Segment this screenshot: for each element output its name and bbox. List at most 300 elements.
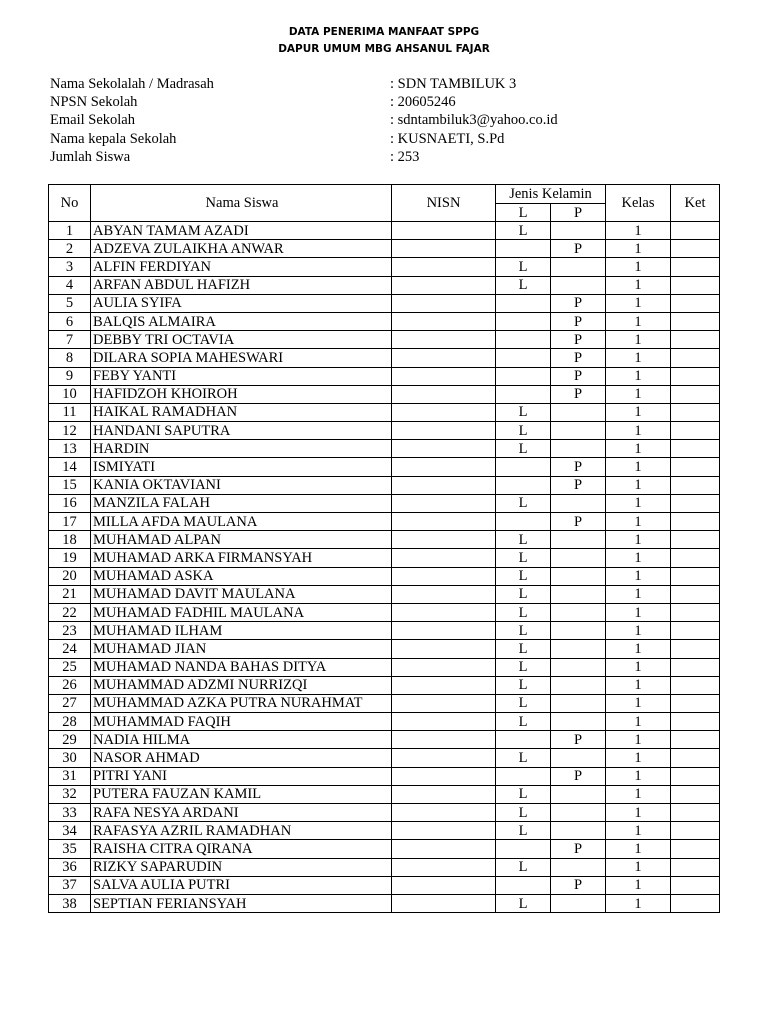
cell-name: RAFA NESYA ARDANI [91,804,392,822]
cell-gender-l: L [496,785,551,803]
cell-gender-p: P [551,876,606,894]
cell-gender-p: P [551,476,606,494]
info-label: Email Sekolah [50,112,135,129]
cell-kelas: 1 [606,222,671,240]
info-row [50,131,730,149]
cell-no: 14 [49,458,91,476]
cell-kelas: 1 [606,731,671,749]
cell-ket [671,567,720,585]
cell-kelas: 1 [606,385,671,403]
cell-name: HARDIN [91,440,392,458]
cell-no: 16 [49,494,91,512]
cell-kelas: 1 [606,367,671,385]
cell-ket [671,822,720,840]
cell-ket [671,367,720,385]
table-row [49,294,720,312]
cell-no: 6 [49,312,91,330]
cell-gender-p [551,440,606,458]
cell-gender-p [551,640,606,658]
cell-gender-p [551,403,606,421]
cell-kelas: 1 [606,294,671,312]
cell-gender-l [496,767,551,785]
cell-no: 26 [49,676,91,694]
cell-no: 34 [49,822,91,840]
cell-ket [671,494,720,512]
cell-name: DILARA SOPIA MAHESWARI [91,349,392,367]
cell-nisn [392,349,496,367]
cell-kelas: 1 [606,749,671,767]
table-row [49,749,720,767]
cell-kelas: 1 [606,713,671,731]
cell-no: 27 [49,694,91,712]
cell-name: HAFIDZOH KHOIROH [91,385,392,403]
cell-gender-l: L [496,713,551,731]
cell-nisn [392,513,496,531]
cell-kelas: 1 [606,767,671,785]
cell-ket [671,513,720,531]
table-row [49,531,720,549]
cell-name: MUHAMAD FADHIL MAULANA [91,603,392,621]
header-kelas: Kelas [606,185,671,222]
cell-gender-l: L [496,549,551,567]
cell-kelas: 1 [606,567,671,585]
cell-name: MUHAMMAD ADZMI NURRIZQI [91,676,392,694]
cell-name: MUHAMAD DAVIT MAULANA [91,585,392,603]
table-row [49,640,720,658]
info-label: NPSN Sekolah [50,94,138,111]
cell-no: 11 [49,403,91,421]
info-row [50,94,730,112]
cell-ket [671,622,720,640]
cell-no: 13 [49,440,91,458]
cell-kelas: 1 [606,858,671,876]
cell-name: MUHAMAD JIAN [91,640,392,658]
cell-nisn [392,458,496,476]
cell-gender-p: P [551,331,606,349]
cell-ket [671,767,720,785]
cell-gender-p: P [551,240,606,258]
cell-no: 38 [49,894,91,912]
cell-name: RAISHA CITRA QIRANA [91,840,392,858]
cell-nisn [392,840,496,858]
cell-no: 17 [49,513,91,531]
cell-nisn [392,640,496,658]
school-info [50,76,730,167]
cell-gender-l: L [496,585,551,603]
table-row [49,458,720,476]
cell-nisn [392,676,496,694]
cell-kelas: 1 [606,603,671,621]
cell-no: 20 [49,567,91,585]
cell-gender-p [551,676,606,694]
cell-ket [671,440,720,458]
cell-gender-l [496,331,551,349]
table-row [49,440,720,458]
cell-nisn [392,585,496,603]
table-row [49,767,720,785]
cell-gender-p [551,894,606,912]
cell-no: 24 [49,640,91,658]
cell-gender-p [551,222,606,240]
cell-ket [671,804,720,822]
table-row [49,403,720,421]
document-subtitle: DAPUR UMUM MBG AHSANUL FAJAR [278,43,490,55]
cell-nisn [392,531,496,549]
cell-name: ADZEVA ZULAIKHA ANWAR [91,240,392,258]
cell-nisn [392,258,496,276]
cell-kelas: 1 [606,876,671,894]
table-row [49,731,720,749]
cell-gender-l [496,367,551,385]
cell-no: 7 [49,331,91,349]
cell-nisn [392,403,496,421]
cell-name: MUHAMMAD AZKA PUTRA NURAHMAT [91,694,392,712]
cell-name: ALFIN FERDIYAN [91,258,392,276]
cell-gender-l [496,312,551,330]
cell-ket [671,312,720,330]
table-row [49,549,720,567]
cell-nisn [392,494,496,512]
cell-gender-p: P [551,367,606,385]
cell-ket [671,331,720,349]
cell-nisn [392,767,496,785]
cell-gender-l: L [496,531,551,549]
table-row [49,331,720,349]
cell-ket [671,640,720,658]
info-label: Jumlah Siswa [50,148,131,165]
cell-nisn [392,567,496,585]
cell-name: ABYAN TAMAM AZADI [91,222,392,240]
table-row [49,676,720,694]
cell-ket [671,676,720,694]
cell-no: 10 [49,385,91,403]
cell-gender-l [496,731,551,749]
table-row [49,713,720,731]
cell-gender-p [551,785,606,803]
cell-nisn [392,549,496,567]
cell-nisn [392,422,496,440]
info-label: Nama Sekolalah / Madrasah [50,76,214,92]
cell-no: 12 [49,422,91,440]
cell-no: 36 [49,858,91,876]
cell-ket [671,258,720,276]
cell-gender-l [496,840,551,858]
cell-no: 33 [49,804,91,822]
cell-no: 2 [49,240,91,258]
table-row [49,894,720,912]
cell-gender-l: L [496,403,551,421]
cell-ket [671,240,720,258]
cell-no: 25 [49,658,91,676]
cell-kelas: 1 [606,640,671,658]
cell-name: BALQIS ALMAIRA [91,312,392,330]
cell-ket [671,585,720,603]
cell-gender-p [551,622,606,640]
cell-gender-p [551,494,606,512]
cell-name: PITRI YANI [91,767,392,785]
cell-name: MUHAMAD NANDA BAHAS DITYA [91,658,392,676]
cell-gender-l [496,294,551,312]
cell-gender-p [551,694,606,712]
cell-ket [671,531,720,549]
info-row [50,112,730,130]
cell-nisn [392,749,496,767]
cell-nisn [392,385,496,403]
cell-nisn [392,476,496,494]
cell-no: 30 [49,749,91,767]
table-row [49,349,720,367]
info-value: : 20605246 [390,94,456,111]
table-row [49,312,720,330]
cell-kelas: 1 [606,458,671,476]
cell-ket [671,858,720,876]
cell-kelas: 1 [606,531,671,549]
cell-kelas: 1 [606,240,671,258]
cell-gender-l [496,349,551,367]
cell-name: ARFAN ABDUL HAFIZH [91,276,392,294]
cell-gender-p [551,422,606,440]
cell-no: 1 [49,222,91,240]
cell-nisn [392,312,496,330]
cell-gender-l: L [496,694,551,712]
cell-ket [671,294,720,312]
cell-ket [671,403,720,421]
cell-name: KANIA OKTAVIANI [91,476,392,494]
cell-gender-p [551,585,606,603]
cell-kelas: 1 [606,276,671,294]
cell-gender-l: L [496,622,551,640]
document-title: DATA PENERIMA MANFAAT SPPG [288,26,480,38]
cell-gender-l: L [496,676,551,694]
table-row [49,804,720,822]
cell-gender-l: L [496,440,551,458]
cell-name: MILLA AFDA MAULANA [91,513,392,531]
cell-gender-l: L [496,858,551,876]
cell-ket [671,658,720,676]
cell-gender-p [551,749,606,767]
cell-ket [671,549,720,567]
table-row [49,622,720,640]
cell-no: 3 [49,258,91,276]
cell-gender-p [551,531,606,549]
cell-nisn [392,731,496,749]
table-row [49,694,720,712]
info-label: Nama kepala Sekolah [50,130,177,147]
cell-gender-l: L [496,276,551,294]
header-nisn: NISN [392,185,496,222]
cell-gender-l: L [496,822,551,840]
cell-ket [671,422,720,440]
cell-no: 29 [49,731,91,749]
cell-name: HAIKAL RAMADHAN [91,403,392,421]
cell-kelas: 1 [606,822,671,840]
cell-kelas: 1 [606,658,671,676]
cell-ket [671,749,720,767]
cell-ket [671,458,720,476]
cell-gender-l: L [496,603,551,621]
cell-kelas: 1 [606,804,671,822]
cell-name: NADIA HILMA [91,731,392,749]
cell-kelas: 1 [606,403,671,421]
cell-gender-p: P [551,385,606,403]
cell-kelas: 1 [606,331,671,349]
cell-ket [671,222,720,240]
cell-gender-p [551,658,606,676]
cell-kelas: 1 [606,349,671,367]
cell-no: 35 [49,840,91,858]
cell-name: RIZKY SAPARUDIN [91,858,392,876]
cell-kelas: 1 [606,785,671,803]
cell-name: SEPTIAN FERIANSYAH [91,894,392,912]
cell-name: RAFASYA AZRIL RAMADHAN [91,822,392,840]
cell-no: 8 [49,349,91,367]
info-row [50,76,730,94]
cell-gender-l: L [496,640,551,658]
cell-no: 18 [49,531,91,549]
info-row [50,149,730,167]
cell-no: 21 [49,585,91,603]
cell-gender-l: L [496,804,551,822]
cell-name: FEBY YANTI [91,367,392,385]
cell-nisn [392,822,496,840]
cell-gender-p: P [551,294,606,312]
cell-gender-l [496,458,551,476]
table-row [49,385,720,403]
cell-ket [671,713,720,731]
cell-gender-p: P [551,349,606,367]
cell-name: SALVA AULIA PUTRI [91,876,392,894]
cell-name: MUHAMAD ARKA FIRMANSYAH [91,549,392,567]
cell-kelas: 1 [606,894,671,912]
cell-gender-p [551,713,606,731]
table-row [49,785,720,803]
cell-nisn [392,240,496,258]
info-value: : sdntambiluk3@yahoo.co.id [390,112,558,129]
cell-gender-l: L [496,258,551,276]
table-row [49,222,720,240]
table-row [49,513,720,531]
cell-ket [671,349,720,367]
header-gender-p: P [551,204,606,222]
cell-nisn [392,694,496,712]
cell-gender-l: L [496,422,551,440]
cell-ket [671,840,720,858]
table-row [49,422,720,440]
table-row [49,258,720,276]
cell-name: HANDANI SAPUTRA [91,422,392,440]
cell-nisn [392,876,496,894]
cell-no: 22 [49,603,91,621]
table-row [49,567,720,585]
cell-kelas: 1 [606,258,671,276]
table-row [49,240,720,258]
cell-ket [671,276,720,294]
cell-no: 19 [49,549,91,567]
cell-gender-p: P [551,312,606,330]
cell-gender-l: L [496,222,551,240]
header-ket: Ket [671,185,720,222]
cell-no: 15 [49,476,91,494]
cell-gender-p [551,858,606,876]
cell-nisn [392,858,496,876]
cell-gender-l: L [496,749,551,767]
cell-nisn [392,440,496,458]
cell-kelas: 1 [606,513,671,531]
cell-ket [671,894,720,912]
table-row [49,367,720,385]
info-value: : SDN TAMBILUK 3 [390,76,517,92]
table-row [49,476,720,494]
cell-name: MUHAMMAD FAQIH [91,713,392,731]
cell-gender-p: P [551,731,606,749]
cell-gender-l [496,385,551,403]
cell-gender-p: P [551,458,606,476]
cell-gender-l: L [496,658,551,676]
cell-nisn [392,713,496,731]
cell-gender-p [551,258,606,276]
cell-ket [671,385,720,403]
cell-nisn [392,367,496,385]
cell-ket [671,876,720,894]
info-value: : 253 [390,148,420,165]
cell-kelas: 1 [606,440,671,458]
cell-ket [671,694,720,712]
table-row [49,494,720,512]
student-table [48,184,720,913]
cell-kelas: 1 [606,840,671,858]
cell-kelas: 1 [606,676,671,694]
cell-nisn [392,331,496,349]
cell-kelas: 1 [606,494,671,512]
cell-gender-p [551,276,606,294]
cell-name: AULIA SYIFA [91,294,392,312]
cell-nisn [392,894,496,912]
cell-name: ISMIYATI [91,458,392,476]
table-row [49,822,720,840]
cell-no: 32 [49,785,91,803]
cell-gender-p [551,549,606,567]
table-row [49,603,720,621]
header-gender-l: L [496,204,551,222]
cell-no: 9 [49,367,91,385]
cell-name: NASOR AHMAD [91,749,392,767]
header-no: No [49,185,91,222]
cell-ket [671,731,720,749]
cell-kelas: 1 [606,422,671,440]
cell-kelas: 1 [606,312,671,330]
info-value: : KUSNAETI, S.Pd [390,130,505,147]
cell-name: MANZILA FALAH [91,494,392,512]
header-name: Nama Siswa [91,185,392,222]
table-row [49,840,720,858]
cell-nisn [392,276,496,294]
cell-kelas: 1 [606,694,671,712]
cell-name: MUHAMAD ILHAM [91,622,392,640]
table-row [49,658,720,676]
cell-gender-p [551,822,606,840]
header-gender: Jenis Kelamin [496,185,606,204]
cell-gender-p [551,804,606,822]
cell-ket [671,603,720,621]
cell-no: 4 [49,276,91,294]
cell-no: 5 [49,294,91,312]
cell-gender-l [496,513,551,531]
cell-kelas: 1 [606,622,671,640]
cell-kelas: 1 [606,476,671,494]
table-row [49,876,720,894]
cell-ket [671,476,720,494]
cell-nisn [392,658,496,676]
